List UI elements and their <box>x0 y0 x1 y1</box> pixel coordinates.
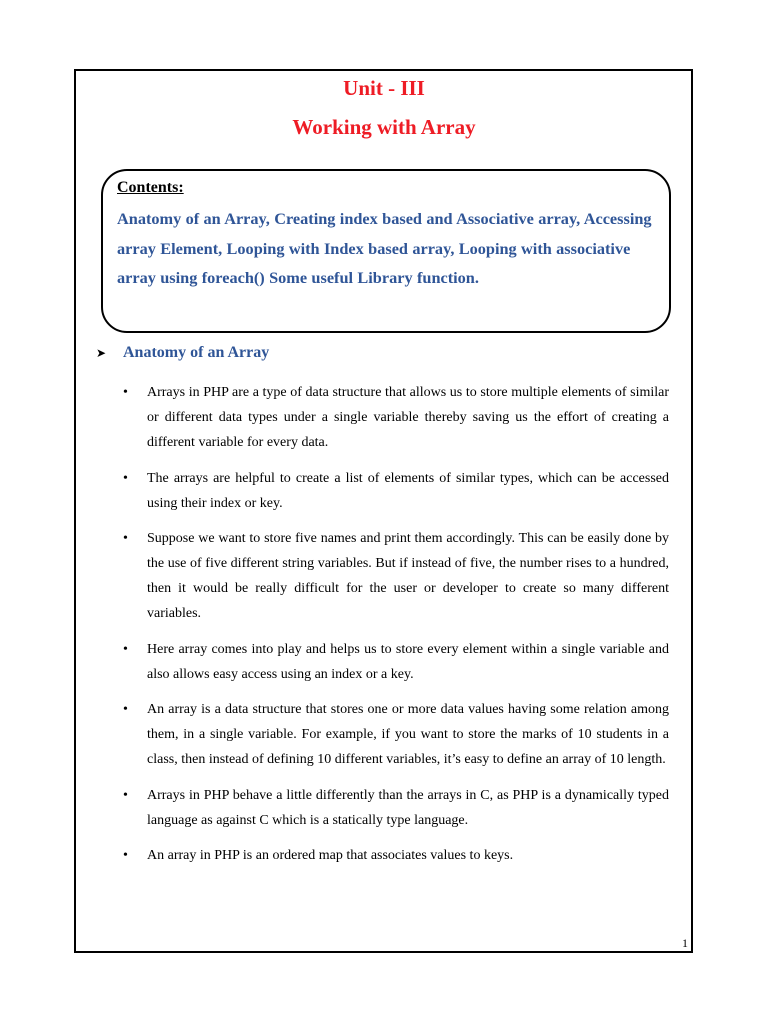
bullet-icon: • <box>123 848 128 863</box>
bullet-icon: • <box>123 787 128 803</box>
bullet-icon: • <box>123 531 128 546</box>
list-item <box>123 637 669 687</box>
contents-text: Anatomy of an Array, Creating index based and Associative array, Accessing array Element, Looping with Index based array, Looping with associative array using foreach() Some useful Library function. <box>117 209 652 287</box>
list-item <box>123 697 669 772</box>
list-item <box>123 466 669 516</box>
bullet-text: An array is a data structure that stores one or more data values having some relation among them, in a single variable. For example, if you want to store the marks of 10 students in a class, then instead of defining 10 different variables, it’s easy to define an array of 10 length. <box>147 702 669 767</box>
arrow-right-icon: ➤ <box>96 346 107 360</box>
contents-label: Contents: <box>117 179 184 196</box>
unit-title: Unit - III <box>343 76 425 100</box>
list-item <box>123 783 669 833</box>
list-item <box>123 526 669 626</box>
section-heading-label: Anatomy of an Array <box>123 344 270 361</box>
list-item <box>123 380 669 455</box>
bullet-text: Suppose we want to store five names and print them accordingly. This can be easily done by the use of five different string variables. But if instead of five, the number rises to a hundred, then it would be really difficult for the user or developer to create so many different variables. <box>147 531 669 621</box>
bullet-icon: • <box>123 385 128 400</box>
list-item <box>123 843 669 868</box>
bullet-icon: • <box>123 470 128 486</box>
bullet-text: An array in PHP is an ordered map that associates values to keys. <box>147 848 514 863</box>
chapter-title: Working with Array <box>292 115 476 139</box>
section-heading <box>96 343 269 363</box>
bullet-icon: • <box>123 702 128 717</box>
bullet-text: The arrays are helpful to create a list of elements of similar types, which can be accessed using their index or key. <box>147 470 669 511</box>
bullet-icon: • <box>123 641 128 657</box>
bullet-text: Arrays in PHP behave a little differently than the arrays in C, as PHP is a dynamically typed language as against C which is a statically type language. <box>147 787 669 828</box>
bullet-list <box>123 380 669 879</box>
bullet-text: Here array comes into play and helps us to store every element within a single variable and also allows easy access using an index or a key. <box>147 641 669 682</box>
bullet-text: Arrays in PHP are a type of data structure that allows us to store multiple elements of similar or different data types under a single variable thereby saving us the effort of creating a different variable for every data. <box>147 385 669 450</box>
page-number: 1 <box>682 936 688 950</box>
